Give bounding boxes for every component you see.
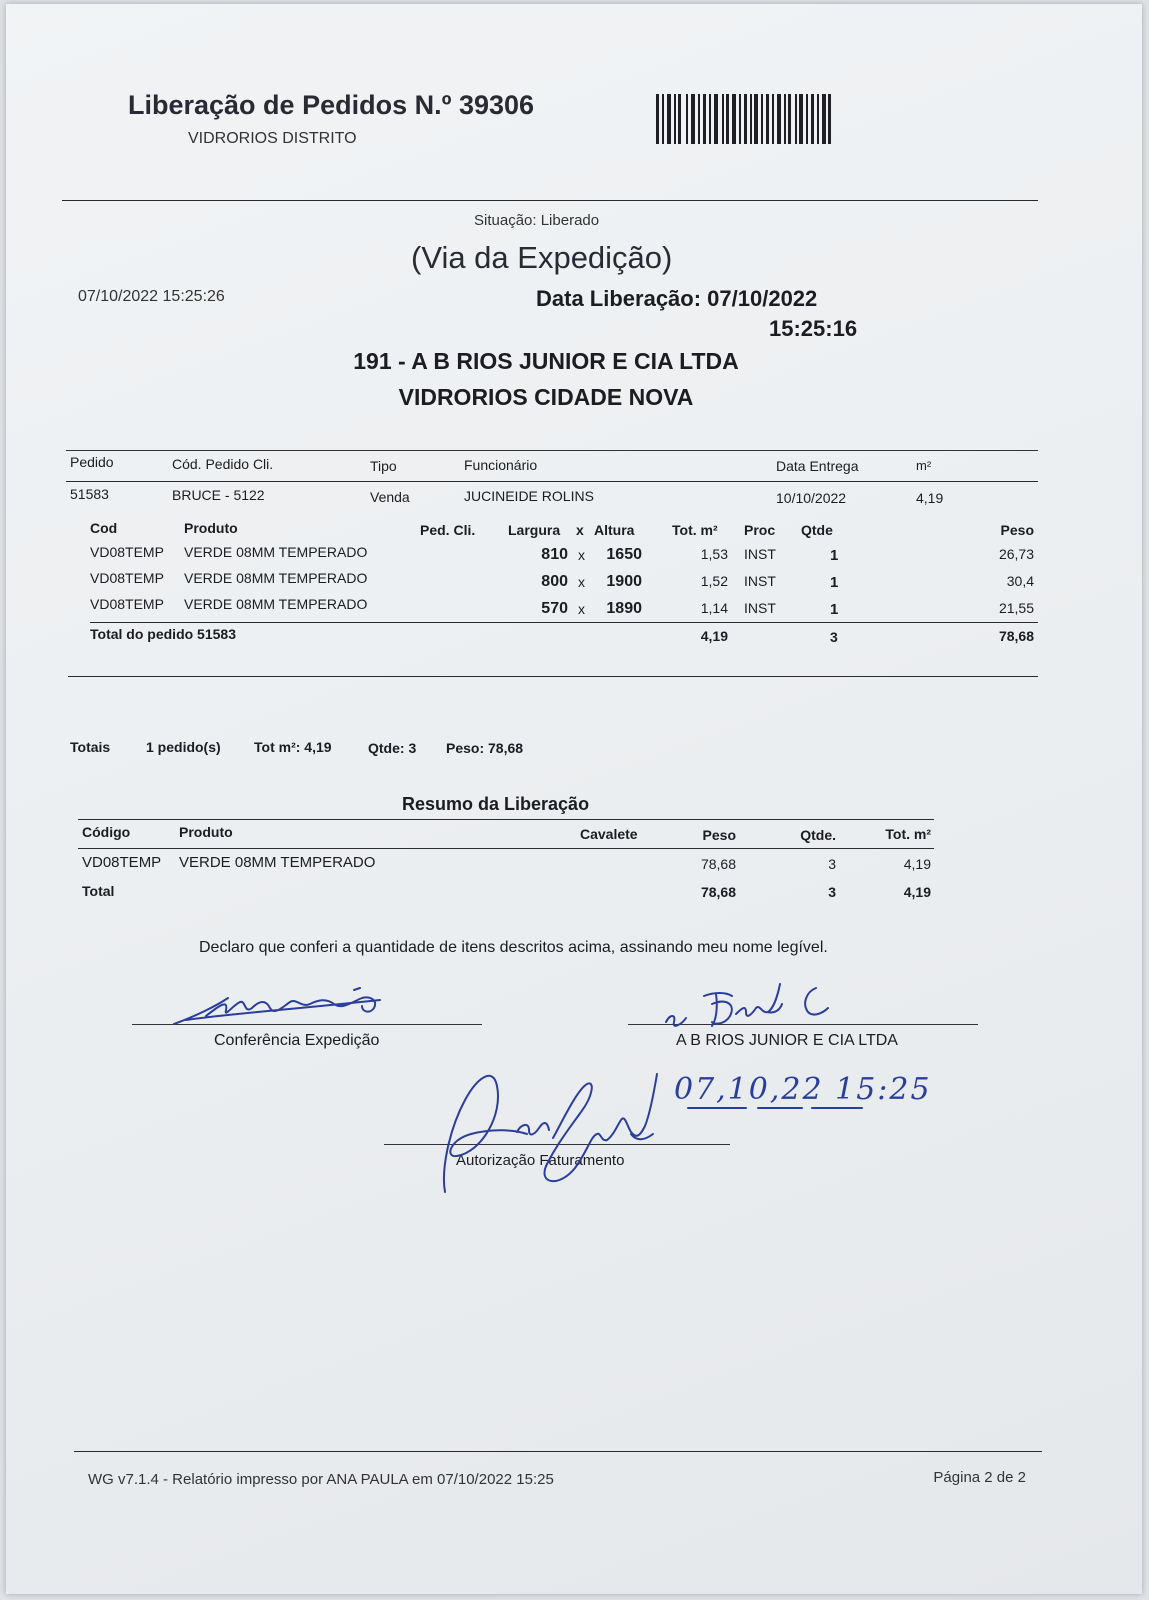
items-col-altura: Altura [594, 522, 635, 538]
items-col-ped-cli: Ped. Cli. [420, 522, 476, 538]
signature-conferencia-mark [166, 986, 396, 1028]
item-largura: 810 [541, 546, 568, 563]
footer-divider [74, 1451, 1042, 1452]
item-x: x [578, 601, 585, 617]
order-table-top-line [66, 450, 1038, 451]
report-subtitle: VIDRORIOS DISTRITO [188, 130, 357, 147]
item-cod: VD08TEMP [90, 570, 164, 586]
resumo-header-line [78, 848, 934, 849]
items-total-qtde: 3 [830, 629, 838, 645]
resumo-total-qtde: 3 [828, 884, 836, 900]
items-total-label: Total do pedido 51583 [90, 626, 236, 642]
totais-label: Totais [70, 739, 111, 755]
handwritten-date-underline [686, 1104, 866, 1112]
order-funcionario: JUCINEIDE ROLINS [464, 488, 594, 504]
via-label: (Via da Expedição) [411, 240, 673, 275]
declaration-text: Declaro que conferi a quantidade de itens descritos acima, assinando meu nome legível. [199, 939, 828, 956]
signature-label-conferencia: Conferência Expedição [214, 1032, 380, 1049]
col-m2: m² [916, 458, 932, 473]
resumo-title: Resumo da Liberação [402, 794, 590, 814]
signature-autorizacao-mark [431, 1060, 661, 1200]
item-cod: VD08TEMP [90, 544, 164, 560]
items-col-qtde: Qtde [801, 522, 833, 538]
col-tipo: Tipo [370, 458, 397, 474]
totais-qtde: Qtde: 3 [368, 740, 417, 756]
item-peso: 26,73 [998, 546, 1034, 562]
document-page [6, 4, 1142, 1594]
footer-page-number: Página 2 de 2 [933, 1469, 1026, 1486]
item-qtde: 1 [830, 547, 839, 564]
items-col-x: x [576, 522, 584, 538]
data-liberacao-time: 15:25:16 [769, 316, 858, 341]
resumo-total-peso: 78,68 [700, 884, 736, 900]
item-largura: 800 [541, 573, 568, 590]
item-proc: INST [744, 546, 776, 562]
item-tot-m2: 1,14 [700, 600, 728, 616]
item-produto: VERDE 08MM TEMPERADO [184, 570, 368, 586]
item-qtde: 1 [830, 601, 839, 618]
resumo-col-peso: Peso [702, 827, 736, 843]
order-cod-pedido-cli: BRUCE - 5122 [172, 487, 265, 503]
col-data-entrega: Data Entrega [776, 458, 859, 474]
resumo-col-cavalete: Cavalete [580, 826, 638, 842]
item-tot-m2: 1,52 [700, 573, 728, 589]
order-tipo: Venda [370, 489, 410, 505]
item-proc: INST [744, 600, 776, 616]
col-pedido: Pedido [70, 454, 114, 470]
situacao-text: Situação: Liberado [474, 212, 600, 229]
item-peso: 21,55 [998, 600, 1034, 616]
item-altura: 1650 [606, 546, 642, 563]
client-store: VIDRORIOS CIDADE NOVA [398, 384, 694, 410]
data-liberacao: Data Liberação: 07/10/2022 [536, 286, 818, 311]
item-produto: VERDE 08MM TEMPERADO [184, 544, 368, 560]
order-section-bottom-line [68, 676, 1038, 677]
items-total-tot-m2: 4,19 [700, 628, 728, 644]
resumo-total-tot-m2: 4,19 [903, 884, 931, 900]
totais-peso: Peso: 78,68 [446, 740, 524, 756]
items-col-tot-m2: Tot. m² [672, 522, 718, 538]
totais-pedidos: 1 pedido(s) [146, 739, 221, 755]
item-tot-m2: 1,53 [700, 546, 728, 562]
printed-timestamp: 07/10/2022 15:25:26 [78, 288, 225, 305]
report-title: Liberação de Pedidos N.º 39306 [128, 90, 535, 120]
item-produto: VERDE 08MM TEMPERADO [184, 596, 368, 612]
items-total-peso: 78,68 [998, 628, 1034, 644]
items-total-line [90, 622, 1038, 623]
item-largura: 570 [541, 600, 568, 617]
col-funcionario: Funcionário [464, 457, 538, 473]
resumo-peso: 78,68 [700, 856, 736, 872]
barcode [656, 94, 831, 144]
resumo-tot-m2: 4,19 [903, 856, 931, 872]
resumo-top-line [78, 819, 934, 820]
resumo-qtde: 3 [828, 856, 836, 872]
signature-label-cliente: A B RIOS JUNIOR E CIA LTDA [676, 1032, 898, 1049]
col-cod-pedido-cli: Cód. Pedido Cli. [172, 456, 274, 472]
client-name: 191 - A B RIOS JUNIOR E CIA LTDA [353, 348, 739, 374]
items-col-cod: Cod [90, 520, 118, 536]
signature-cliente-mark [656, 974, 866, 1034]
items-col-proc: Proc [744, 522, 776, 538]
items-col-largura: Largura [508, 522, 561, 538]
item-peso: 30,4 [1006, 573, 1034, 589]
header-divider [62, 200, 1038, 201]
order-data-entrega: 10/10/2022 [776, 490, 847, 506]
resumo-produto: VERDE 08MM TEMPERADO [179, 854, 376, 871]
resumo-codigo: VD08TEMP [82, 854, 162, 871]
resumo-col-qtde: Qtde. [800, 827, 836, 843]
item-cod: VD08TEMP [90, 596, 164, 612]
item-proc: INST [744, 573, 776, 589]
handwritten-date: 07,10,22 15:25 [674, 1072, 932, 1107]
item-x: x [578, 547, 585, 563]
totais-tot-m2: Tot m²: 4,19 [254, 739, 332, 755]
signature-label-autorizacao: Autorização Faturamento [456, 1152, 625, 1169]
order-m2: 4,19 [916, 490, 944, 506]
order-pedido: 51583 [70, 486, 109, 502]
order-table-header-line [66, 481, 1038, 482]
item-altura: 1890 [606, 600, 642, 617]
resumo-total-label: Total [82, 883, 115, 899]
item-altura: 1900 [606, 573, 642, 590]
items-col-produto: Produto [184, 520, 238, 536]
item-x: x [578, 574, 585, 590]
resumo-col-codigo: Código [82, 824, 131, 840]
resumo-col-tot-m2: Tot. m² [885, 826, 931, 842]
item-qtde: 1 [830, 574, 839, 591]
items-col-peso: Peso [1000, 522, 1034, 538]
footer-printed-by: WG v7.1.4 - Relatório impresso por ANA PAULA em 07/10/2022 15:25 [88, 1471, 554, 1488]
resumo-col-produto: Produto [179, 824, 233, 840]
